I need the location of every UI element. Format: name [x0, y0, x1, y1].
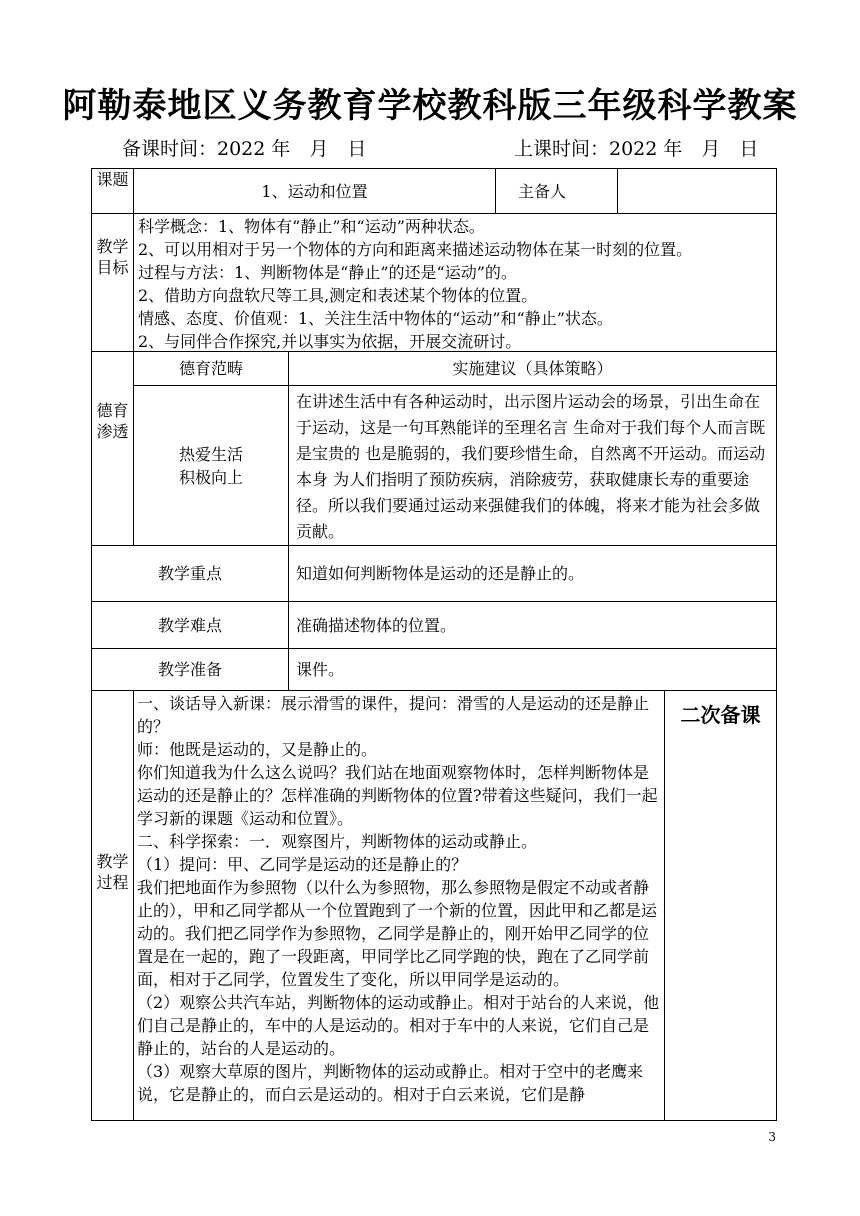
process-paragraph: 你们知道我为什么这么说吗？我们站在地面观察物体时，怎样判断物体是运动的还是静止的？怎样准确的判断物体的位置?带着这些疑问，我们一起学习新的课题《运动和位置》。 [137, 763, 658, 828]
topic-value: 1、运动和位置 [261, 181, 368, 201]
page-number: 3 [768, 1130, 776, 1144]
process-paragraph: （1）提问：甲、乙同学是运动的还是静止的？ [137, 855, 468, 874]
moral-label: 德育渗透 [96, 401, 129, 441]
process-label: 教学过程 [96, 852, 129, 892]
goals-label: 教学目标 [96, 237, 129, 277]
process-paragraph: （2）观察公共汽车站，判断物体的运动或静止。相对于站台的人来说，他们自己是静止的，车中的人是运动的。相对于车中的人来说，它们自己是静止的，站台的人是运动的。 [137, 993, 660, 1058]
moral-col1-header: 德育范畴 [178, 359, 243, 378]
key-point-label: 教学重点 [157, 564, 222, 583]
difficulty-label: 教学难点 [157, 615, 222, 635]
goal-line: 2、可以用相对于另一个物体的方向和距离来描述运动物体在某一时刻的位置。 [138, 240, 693, 259]
preparation-value: 课件。 [296, 660, 345, 679]
process-content [137, 692, 661, 1119]
preparer-value [618, 169, 776, 213]
preparation-label: 教学准备 [157, 660, 222, 679]
goals-content [138, 214, 774, 351]
second-prep-label: 二次备课 [680, 703, 761, 727]
process-paragraph: （3）观察大草原的图片，判断物体的运动或静止。相对于空中的老鹰来说，它是静止的，而白云是运动的。相对于白云来说，它们是静 [137, 1062, 644, 1104]
goal-line: 2、与同伴合作探究,并以事实为依据，开展交流研讨。 [138, 332, 522, 351]
topic-label: 课题 [96, 170, 129, 189]
process-paragraph: 二、科学探索：一．观察图片，判断物体的运动或静止。 [137, 832, 538, 851]
class-time: 上课时间：2022 年 月 日 [514, 138, 759, 160]
prep-time: 备课时间：2022 年 月 日 [122, 138, 367, 160]
difficulty-value: 准确描述物体的位置。 [296, 615, 457, 635]
goal-line: 2、借助方向盘软尺等工具,测定和表述某个物体的位置。 [138, 286, 538, 305]
goal-line: 过程与方法：1、判断物体是“静止”的还是“运动”的。 [138, 263, 517, 282]
preparer-label: 主备人 [518, 181, 567, 201]
process-paragraph: 一、谈话导入新课：展示滑雪的课件，提问：滑雪的人是运动的还是静止的？ [137, 694, 650, 736]
goal-line: 情感、态度、价值观：1、关注生活中物体的“运动”和“静止”状态。 [138, 309, 613, 328]
page-title: 阿勒泰地区义务教育学校教科版三年级科学教案 [62, 86, 798, 126]
moral-category: 热爱生活 积极向上 [178, 444, 243, 487]
key-point-value: 知道如何判断物体是运动的还是静止的。 [296, 564, 585, 583]
process-paragraph: 师：他既是运动的，又是静止的。 [137, 740, 378, 759]
moral-col2-header: 实施建议（具体策略） [452, 359, 613, 378]
goal-line: 科学概念：1、物体有“静止”和“运动”两种状态。 [138, 217, 485, 236]
process-paragraph: 我们把地面作为参照物（以什么为参照物，那么参照物是假定不动或者静止的），甲和乙同学都从一个位置跑到了一个新的位置，因此甲和乙都是运动的。我们把乙同学作为参照物，乙同学是静止的，刚开始甲乙同学的位置是在一起的，跑了一段距离，甲同学比乙同学跑的快，跑在了乙同学前面，相对于乙同学，位置发生了变化，所以甲同学是运动的。 [137, 878, 658, 989]
moral-suggestion: 在讲述生活中有各种运动时，出示图片运动会的场景，引出生命在于运动，这是一句耳熟能详的至理名言 生命对于我们每个人而言既是宝贵的 也是脆弱的，我们要珍惜生命，自然离不开运动。而运动本身 为人们指明了预防疾病，消除疲劳，获取健康长寿的重要途径。所以我们要通过运动来强健我们的体魄，将来才能为社会多做贡献。 [296, 392, 766, 541]
